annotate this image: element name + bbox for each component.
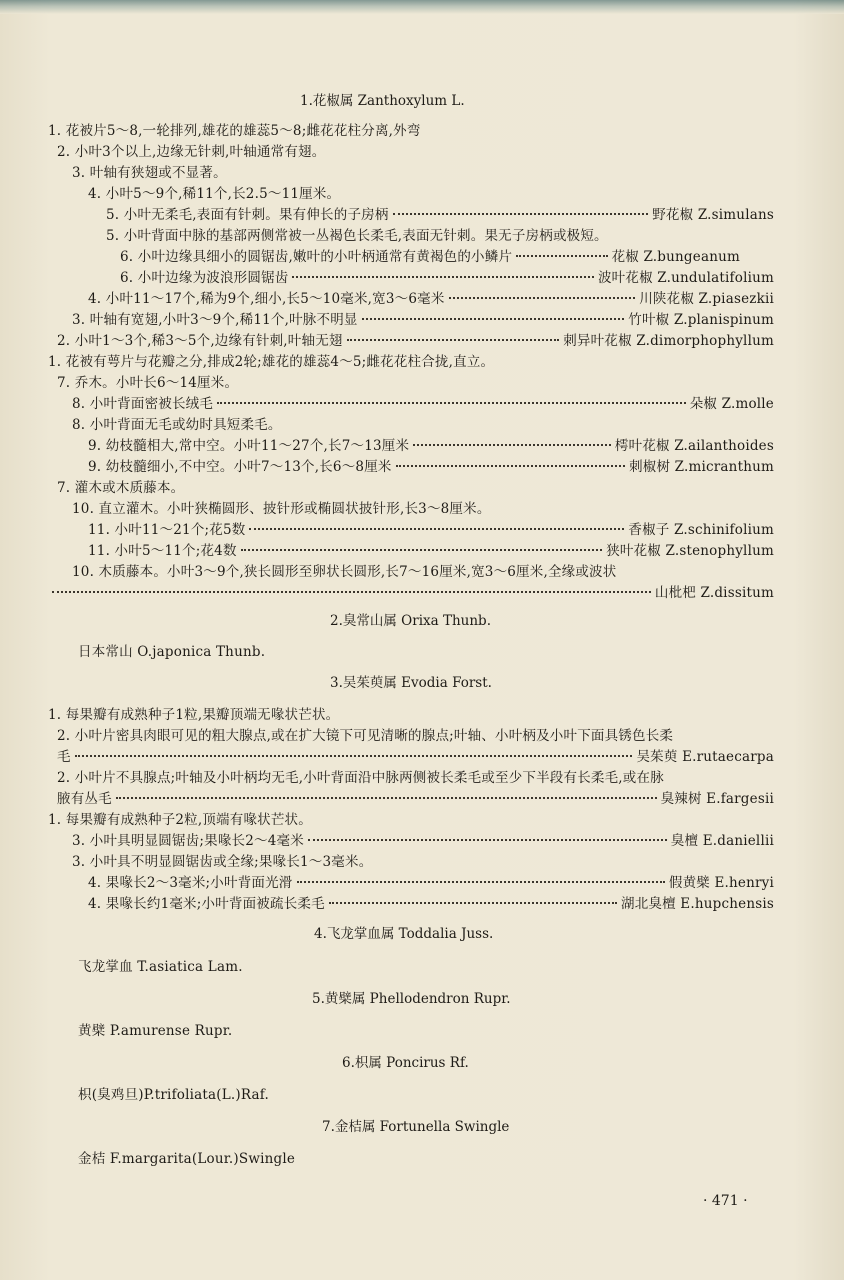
species-entry: 黄檗 P.amurense Rupr. (78, 1023, 233, 1039)
key-line-with-species (57, 748, 774, 766)
key-line-with-species (88, 521, 774, 539)
key-line-with-species (72, 563, 774, 581)
key-line-with-species (106, 206, 774, 224)
key-line-with-species (88, 542, 774, 560)
key-text: 6. 小叶边缘为波浪形圆锯齿 (120, 270, 289, 286)
key-text: 9. 幼枝髓细小,不中空。小叶7～13个,长6～8厘米 (88, 459, 392, 475)
key-line: 2. 小叶片密具肉眼可见的粗大腺点,或在扩大镜下可见清晰的腺点;叶轴、小叶柄及小叶下面具锈色长柔 (57, 728, 674, 744)
key-line: 10. 直立灌木。小叶狭椭圆形、披针形或椭圆状披针形,长3～8厘米。 (72, 501, 491, 517)
genus-title: 2.臭常山属 Orixa Thunb. (330, 613, 491, 629)
leader-dots (449, 296, 636, 299)
key-line: 2. 小叶片不具腺点;叶轴及小叶柄均无毛,小叶背面沿中脉两侧被长柔毛或至少下半段有长柔毛,或在脉 (57, 770, 664, 786)
key-line: 1. 花被片5～8,一轮排列,雄花的雄蕊5～8;雌花花柱分离,外弯 (48, 123, 421, 139)
key-line-with-species (88, 437, 774, 455)
key-line-with-species (72, 832, 774, 850)
genus-title: 7.金桔属 Fortunella Swingle (322, 1119, 510, 1135)
species-name: 樗叶花椒 Z.ailanthoides (614, 438, 774, 454)
key-text: 10. 木质藤本。小叶3～9个,狭长圆形至卵状长圆形,长7～16厘米,宽3～6厘米,全缘或波状 (72, 564, 617, 580)
key-line: 1. 每果瓣有成熟种子2粒,顶端有喙状芒状。 (48, 812, 312, 828)
key-text: 5. 小叶无柔毛,表面有针刺。果有伸长的子房柄 (106, 207, 389, 223)
species-name: 山枇杷 Z.dissitum (654, 585, 774, 601)
key-text: 11. 小叶5～11个;花4数 (88, 543, 237, 559)
key-line-with-species (88, 874, 774, 892)
species-name: 竹叶椒 Z.planispinum (628, 312, 774, 328)
key-text: 4. 果喙长2～3毫米;小叶背面光滑 (88, 875, 293, 891)
species-name: 臭辣树 E.fargesii (660, 791, 774, 807)
key-text: 9. 幼枝髓相大,常中空。小叶11～27个,长7～13厘米 (88, 438, 410, 454)
species-name: 花椒 Z.bungeanum (611, 249, 740, 265)
key-line: 5. 小叶背面中脉的基部两侧常被一丛褐色长柔毛,表面无针刺。果无子房柄或极短。 (106, 228, 608, 244)
species-entry: 枳(臭鸡旦)P.trifoliata(L.)Raf. (78, 1087, 269, 1103)
key-line: 3. 小叶具不明显圆锯齿或全缘;果喙长1～3毫米。 (72, 854, 373, 870)
key-line-with-species (72, 311, 774, 329)
leader-dots (347, 338, 560, 341)
key-line-with-species (120, 248, 740, 266)
leader-dots (241, 548, 603, 551)
leader-dots (413, 443, 611, 446)
key-line-with-species (88, 895, 774, 913)
leader-dots (116, 796, 657, 799)
species-entry: 日本常山 O.japonica Thunb. (78, 644, 266, 660)
key-line-with-species (120, 269, 774, 287)
genus-title: 4.飞龙掌血属 Toddalia Juss. (314, 926, 494, 942)
key-line: 1. 每果瓣有成熟种子1粒,果瓣顶端无喙状芒状。 (48, 707, 340, 723)
key-line-with-species (57, 790, 774, 808)
key-text: 2. 小叶1～3个,稀3～5个,边缘有针刺,叶轴无翅 (57, 333, 343, 349)
species-name: 朵椒 Z.molle (689, 396, 774, 412)
key-line-with-species (88, 290, 774, 308)
leader-dots (362, 317, 625, 320)
species-name: 刺椒树 Z.micranthum (629, 459, 774, 475)
genus-title: 3.吴茱萸属 Evodia Forst. (330, 675, 492, 691)
key-text: 8. 小叶背面密被长绒毛 (72, 396, 214, 412)
leader-dots (396, 464, 625, 467)
key-line: 1. 花被有萼片与花瓣之分,排成2轮;雄花的雄蕊4～5;雌花花柱合拢,直立。 (48, 354, 495, 370)
key-line-with-species (48, 584, 774, 602)
species-entry: 金桔 F.margarita(Lour.)Swingle (78, 1151, 296, 1167)
species-name: 川陕花椒 Z.piasezkii (639, 291, 774, 307)
key-line: 4. 小叶5～9个,稀11个,长2.5～11厘米。 (88, 186, 341, 202)
leader-dots (308, 838, 667, 841)
key-line-with-species (72, 395, 774, 413)
key-text: 毛 (57, 749, 71, 765)
leader-dots (393, 212, 649, 215)
species-name: 野花椒 Z.simulans (652, 207, 774, 223)
leader-dots (217, 401, 686, 404)
species-name: 吴茱萸 E.rutaecarpa (636, 749, 774, 765)
species-name: 刺异叶花椒 Z.dimorphophyllum (563, 333, 774, 349)
key-text: 6. 小叶边缘具细小的圆锯齿,嫩叶的小叶柄通常有黄褐色的小鳞片 (120, 249, 513, 265)
key-line: 7. 乔木。小叶长6～14厘米。 (57, 375, 239, 391)
key-text: 4. 小叶11～17个,稀为9个,细小,长5～10毫米,宽3～6毫米 (88, 291, 445, 307)
species-name: 假黄檗 E.henryi (668, 875, 774, 891)
leader-dots (516, 254, 607, 257)
leader-dots (297, 880, 665, 883)
key-line-with-species (88, 458, 774, 476)
species-name: 波叶花椒 Z.undulatifolium (597, 270, 774, 286)
key-text: 腋有丛毛 (57, 791, 112, 807)
key-line: 2. 小叶3个以上,边缘无针刺,叶轴通常有翅。 (57, 144, 326, 160)
leader-dots (52, 590, 651, 593)
key-text: 3. 叶轴有宽翅,小叶3～9个,稀11个,叶脉不明显 (72, 312, 358, 328)
key-text: 4. 果喙长约1毫米;小叶背面被疏长柔毛 (88, 896, 325, 912)
key-line-with-species (57, 332, 774, 350)
genus-title: 5.黄檗属 Phellodendron Rupr. (312, 991, 511, 1007)
species-name: 狭叶花椒 Z.stenophyllum (606, 543, 774, 559)
key-line: 7. 灌木或木质藤本。 (57, 480, 185, 496)
leader-dots (292, 275, 594, 278)
species-entry: 飞龙掌血 T.asiatica Lam. (78, 959, 243, 975)
leader-dots (75, 754, 633, 757)
leader-dots (249, 527, 624, 530)
page-number: · 471 · (703, 1193, 748, 1209)
leader-dots (329, 901, 617, 904)
species-name: 湖北臭檀 E.hupchensis (621, 896, 774, 912)
species-name: 臭檀 E.daniellii (670, 833, 774, 849)
species-name: 香椒子 Z.schinifolium (628, 522, 774, 538)
key-text: 11. 小叶11～21个;花5数 (88, 522, 246, 538)
key-line: 8. 小叶背面无毛或幼时具短柔毛。 (72, 417, 282, 433)
genus-title: 6.枳属 Poncirus Rf. (342, 1055, 469, 1071)
key-text: 3. 小叶具明显圆锯齿;果喙长2～4毫米 (72, 833, 304, 849)
genus-title: 1.花椒属 Zanthoxylum L. (300, 93, 465, 109)
key-line: 3. 叶轴有狭翅或不显著。 (72, 165, 227, 181)
